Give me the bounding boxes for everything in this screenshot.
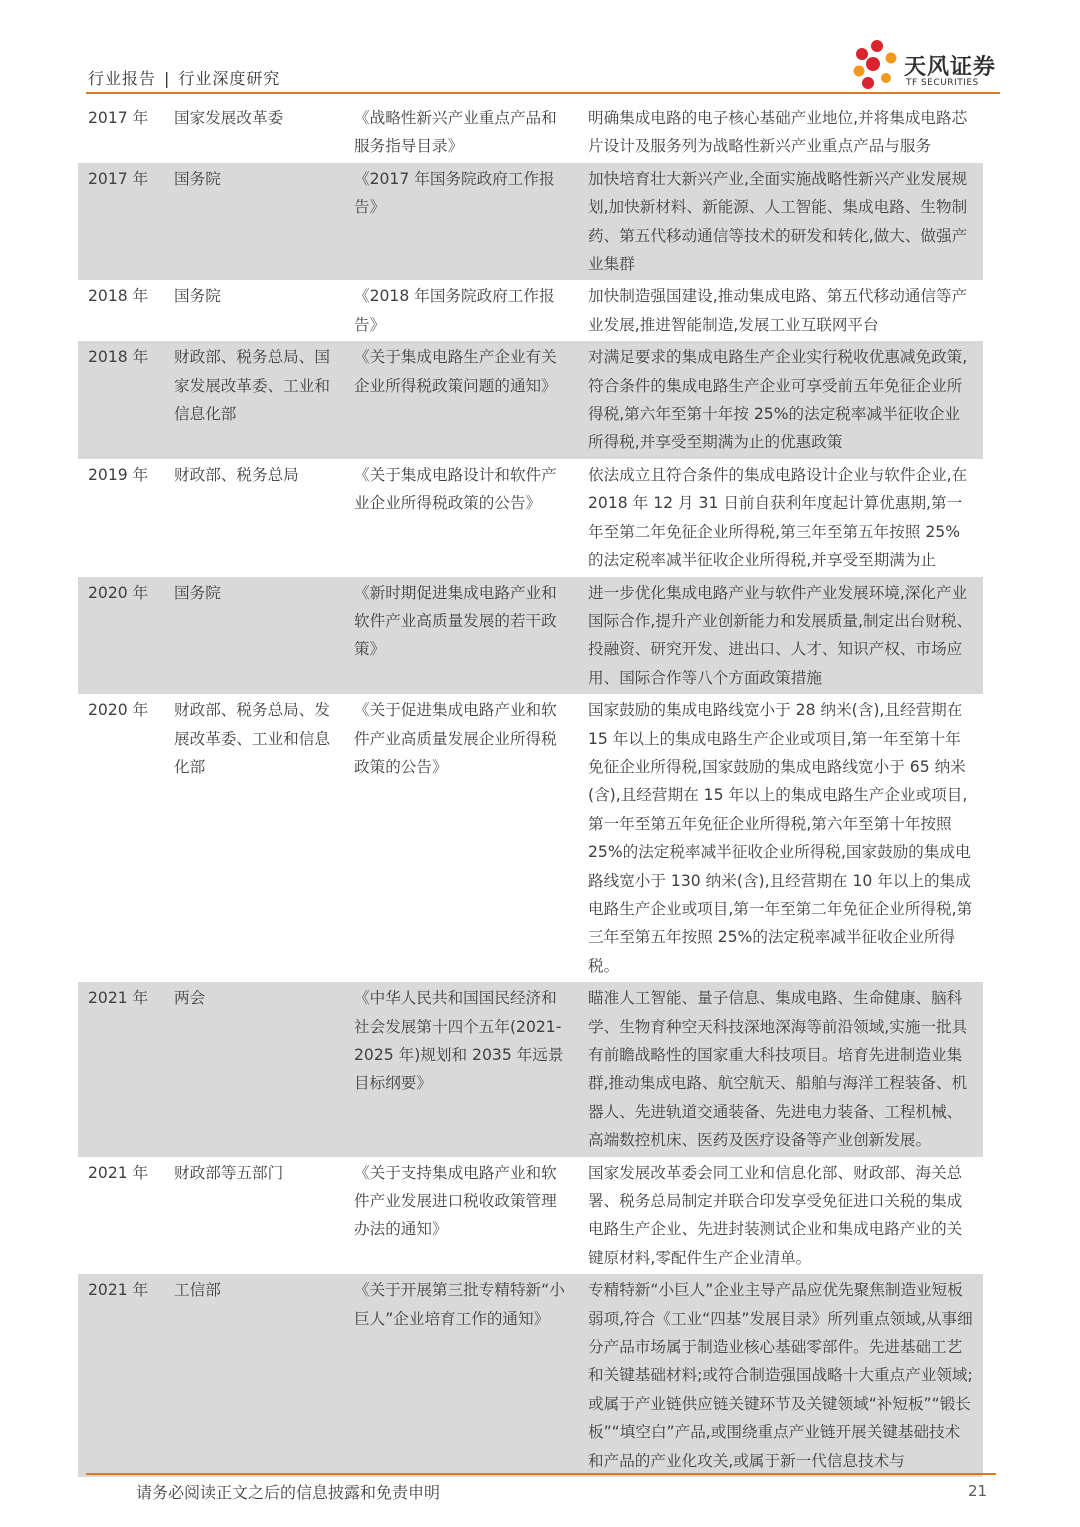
cell-department: 两会 [164, 982, 344, 1156]
cell-content: 加快制造强国建设,推动集成电路、第五代移动通信等产业发展,推进智能制造,发展工业互联网平台 [588, 287, 968, 334]
cell-department: 国务院 [164, 163, 344, 281]
header-rule [86, 92, 1000, 94]
cell-year: 2018 年 [88, 287, 149, 306]
cell-content: 加快培育壮大新兴产业,全面实施战略性新兴产业发展规划,加快新材料、新能源、人工智能、集成电路、生物制药、第五代移动通信等技术的研发和转化,做大、做强产业集群 [578, 163, 983, 281]
cell-department: 财政部等五部门 [174, 1163, 284, 1182]
cell-document: 《关于开展第三批专精特新“小巨人”企业培育工作的通知》 [344, 1274, 578, 1477]
table-row [78, 280, 983, 341]
cell-department: 国家发展改革委 [174, 109, 284, 127]
cell-document: 《关于集成电路生产企业有关企业所得税政策问题的通知》 [344, 341, 578, 459]
table-row [78, 577, 983, 695]
cell-department: 财政部、税务总局、国家发展改革委、工业和信息化部 [164, 341, 344, 459]
page-number: 21 [968, 1482, 988, 1500]
cell-department: 工信部 [164, 1274, 344, 1477]
table-row [78, 102, 983, 163]
cell-document: 《中华人民共和国国民经济和社会发展第十四个五年(2021-2025 年)规划和 2035 年远景目标纲要》 [344, 982, 578, 1156]
brand-logo [848, 38, 998, 92]
cell-year: 2017 年 [78, 163, 164, 281]
table-row [78, 1157, 983, 1275]
brand-name: 天风证券 [904, 55, 997, 80]
cell-year: 2021 年 [88, 1163, 149, 1182]
cell-document: 《关于促进集成电路产业和软件产业高质量发展企业所得税政策的公告》 [354, 701, 557, 776]
cell-content: 国家鼓励的集成电路线宽小于 28 纳米(含),且经营期在 15 年以上的集成电路生产企业或项目,第一年至第十年免征企业所得税,国家鼓励的集成电路线宽小于 65 纳米(含),且经营期在 15 年以上的集成电路生产企业或项目,第一年至第五年免征企业所得税,第六年至第十年按照 25%的法定税率减半征收企业所得税,国家鼓励的集成电路线宽小于 130 纳米(含),且经营期在 10 年以上的集成电路生产企业或项目,第一年至第二年免征企业所得税,第三年至第五年按照 25%的法定税率减半征收企业所得税。 [588, 701, 973, 975]
cell-content: 明确集成电路的电子核心基础产业地位,并将集成电路芯片设计及服务列为战略性新兴产业重点产品与服务 [588, 109, 968, 156]
table-row [78, 1274, 983, 1477]
cell-year: 2020 年 [78, 577, 164, 695]
cell-year: 2021 年 [78, 982, 164, 1156]
table-row [78, 982, 983, 1156]
cell-department: 国务院 [174, 287, 221, 306]
cell-year: 2021 年 [78, 1274, 164, 1477]
brand-subtitle: TF SECURITIES [906, 78, 979, 88]
cell-year: 2020 年 [88, 701, 149, 720]
header-separator: | [164, 69, 171, 88]
cell-department: 国务院 [164, 577, 344, 695]
cell-document: 《2017 年国务院政府工作报告》 [344, 163, 578, 281]
cell-document: 《新时期促进集成电路产业和软件产业高质量发展的若干政策》 [344, 577, 578, 695]
footer-rule [86, 1473, 996, 1475]
header-subcategory: 行业深度研究 [178, 69, 281, 88]
cell-year: 2019 年 [88, 465, 149, 484]
cell-content: 进一步优化集成电路产业与软件产业发展环境,深化产业国际合作,提升产业创新能力和发展质量,制定出台财税、投融资、研究开发、进出口、人才、知识产权、市场应用、国际合作等八个方面政策措施 [578, 577, 983, 695]
cell-department: 财政部、税务总局、发展改革委、工业和信息化部 [174, 701, 330, 776]
cell-document: 《2018 年国务院政府工作报告》 [354, 287, 555, 334]
cell-content: 依法成立且符合条件的集成电路设计企业与软件企业,在 2018 年 12 月 31 日前自获利年度起计算优惠期,第一年至第二年免征企业所得税,第三年至第五年按照 25%的法定税率减半征收企业所得税,并享受至期满为止 [588, 465, 968, 570]
cell-content: 国家发展改革委会同工业和信息化部、财政部、海关总署、税务总局制定并联合印发享受免征进口关税的集成电路生产企业、先进封装测试企业和集成电路产业的关键原材料,零配件生产企业清单。 [588, 1163, 963, 1267]
cell-content: 专精特新“小巨人”企业主导产品应优先聚焦制造业短板弱项,符合《工业“四基”发展目录》所列重点领域,从事细分产品市场属于制造业核心基础零部件。先进基础工艺和关键基础材料;或符合制造强国战略十大重点产业领域;或属于产业链供应链关键环节及关键领域“补短板”“锻长板”“填空白”产品,或围绕重点产业链开展关键基础技术和产品的产业化攻关,或属于新一代信息技术与 [578, 1274, 983, 1477]
footer-disclaimer: 请务必阅读正文之后的信息披露和免责申明 [136, 1483, 441, 1502]
brand-flower-icon [848, 38, 904, 92]
table-row [78, 163, 983, 281]
cell-year: 2018 年 [78, 341, 164, 459]
table-row [78, 694, 983, 982]
cell-document: 《战略性新兴产业重点产品和服务指导目录》 [354, 109, 557, 156]
header-breadcrumb [88, 66, 280, 89]
policy-table [78, 102, 983, 1477]
policy-table-body [78, 102, 983, 1477]
cell-content: 瞄准人工智能、量子信息、集成电路、生命健康、脑科学、生物育种空天科技深地深海等前沿领域,实施一批具有前瞻战略性的国家重大科技项目。培育先进制造业集群,推动集成电路、航空航天、船舶与海洋工程装备、机器人、先进轨道交通装备、先进电力装备、工程机械、高端数控机床、医药及医疗设备等产业创新发展。 [578, 982, 983, 1156]
cell-year: 2017 年 [88, 109, 149, 127]
cell-content: 对满足要求的集成电路生产企业实行税收优惠减免政策,符合条件的集成电路生产企业可享受前五年免征企业所得税,第六年至第十年按 25%的法定税率减半征收企业所得税,并享受至期满为止的优惠政策 [578, 341, 983, 459]
table-row [78, 341, 983, 459]
cell-document: 《关于集成电路设计和软件产业企业所得税政策的公告》 [354, 465, 557, 513]
cell-document: 《关于支持集成电路产业和软件产业发展进口税收政策管理办法的通知》 [354, 1163, 557, 1239]
header-category: 行业报告 [88, 69, 157, 88]
table-row [78, 459, 983, 577]
cell-department: 财政部、税务总局 [174, 465, 299, 484]
